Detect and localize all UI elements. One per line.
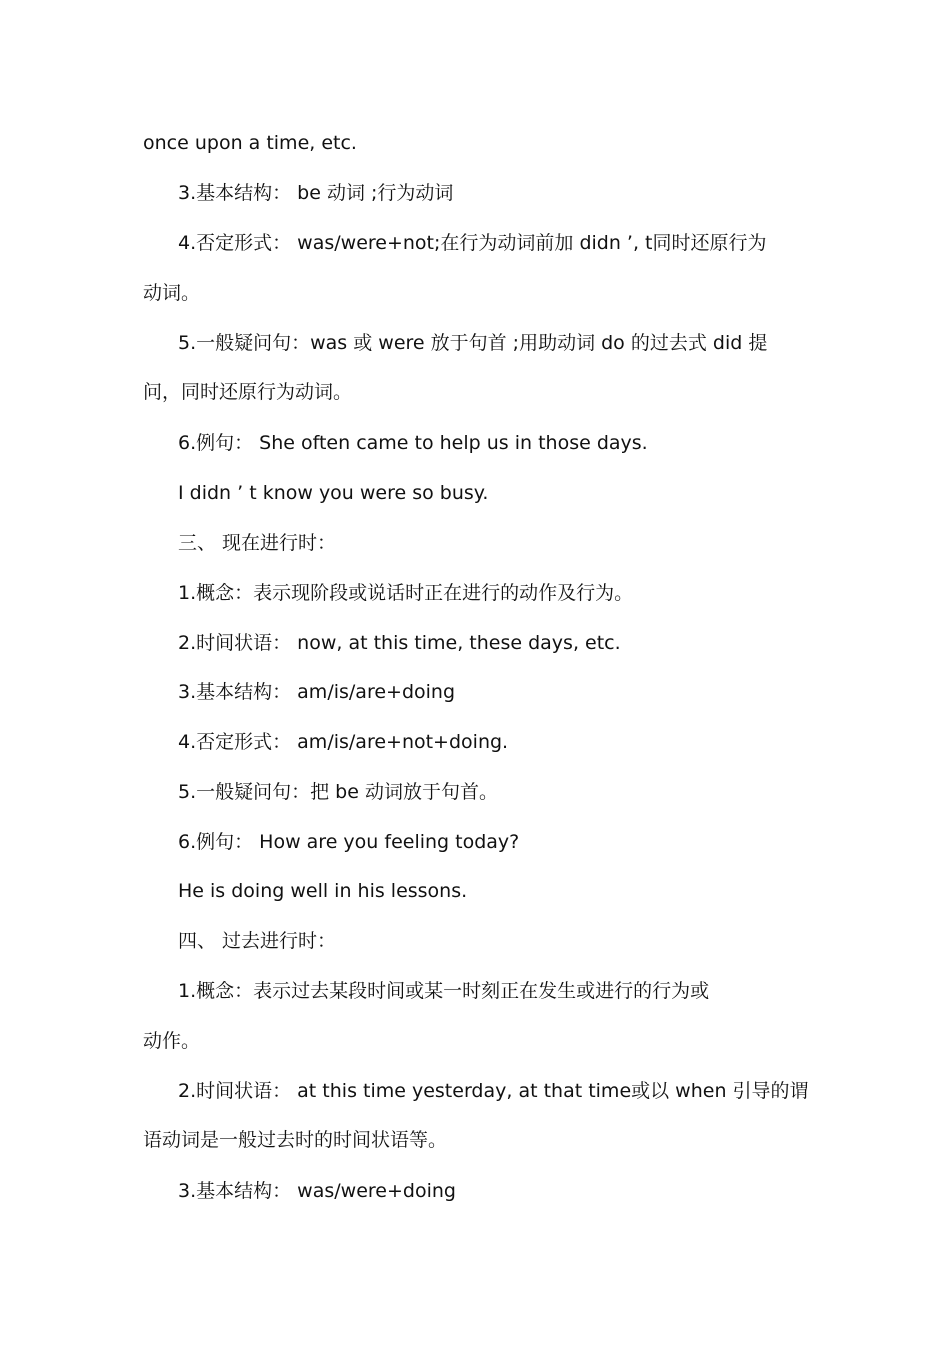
text-line: 问，同时还原行为动词。	[143, 381, 353, 403]
text-line: 5.一般疑问句：把 be 动词放于句首。	[178, 781, 498, 803]
section-heading: 四、 过去进行时：	[178, 930, 337, 952]
text-line: 6.例句： She often came to help us in those days.	[178, 432, 648, 454]
text-line: He is doing well in his lessons.	[178, 880, 468, 902]
text-line: 4.否定形式： was/were+not;在行为动词前加 didn ’, t同时还原行为	[178, 232, 767, 254]
text-line: 6.例句： How are you feeling today?	[178, 831, 520, 853]
text-line: 3.基本结构： be 动词 ;行为动词	[178, 182, 454, 204]
text-line: 5.一般疑问句：was 或 were 放于句首 ;用助动词 do 的过去式 did 提	[178, 332, 768, 354]
text-line: 3.基本结构： was/were+doing	[178, 1180, 456, 1202]
text-line: once upon a time, etc.	[143, 132, 357, 154]
text-line: 动词。	[143, 282, 201, 304]
text-line: 1.概念：表示过去某段时间或某一时刻正在发生或进行的行为或	[178, 980, 710, 1002]
section-heading: 三、 现在进行时：	[178, 532, 337, 554]
text-line: 3.基本结构： am/is/are+doing	[178, 681, 456, 703]
text-line: 语动词是一般过去时的时间状语等。	[143, 1129, 448, 1151]
text-line: 4.否定形式： am/is/are+not+doing.	[178, 731, 509, 753]
text-line: 2.时间状语： at this time yesterday, at that time或以 when 引导的谓	[178, 1080, 809, 1102]
text-line: 2.时间状语： now, at this time, these days, etc.	[178, 632, 621, 654]
text-line: 动作。	[143, 1030, 201, 1052]
text-line: I didn ’ t know you were so busy.	[178, 482, 489, 504]
text-line: 1.概念：表示现阶段或说话时正在进行的动作及行为。	[178, 582, 634, 604]
